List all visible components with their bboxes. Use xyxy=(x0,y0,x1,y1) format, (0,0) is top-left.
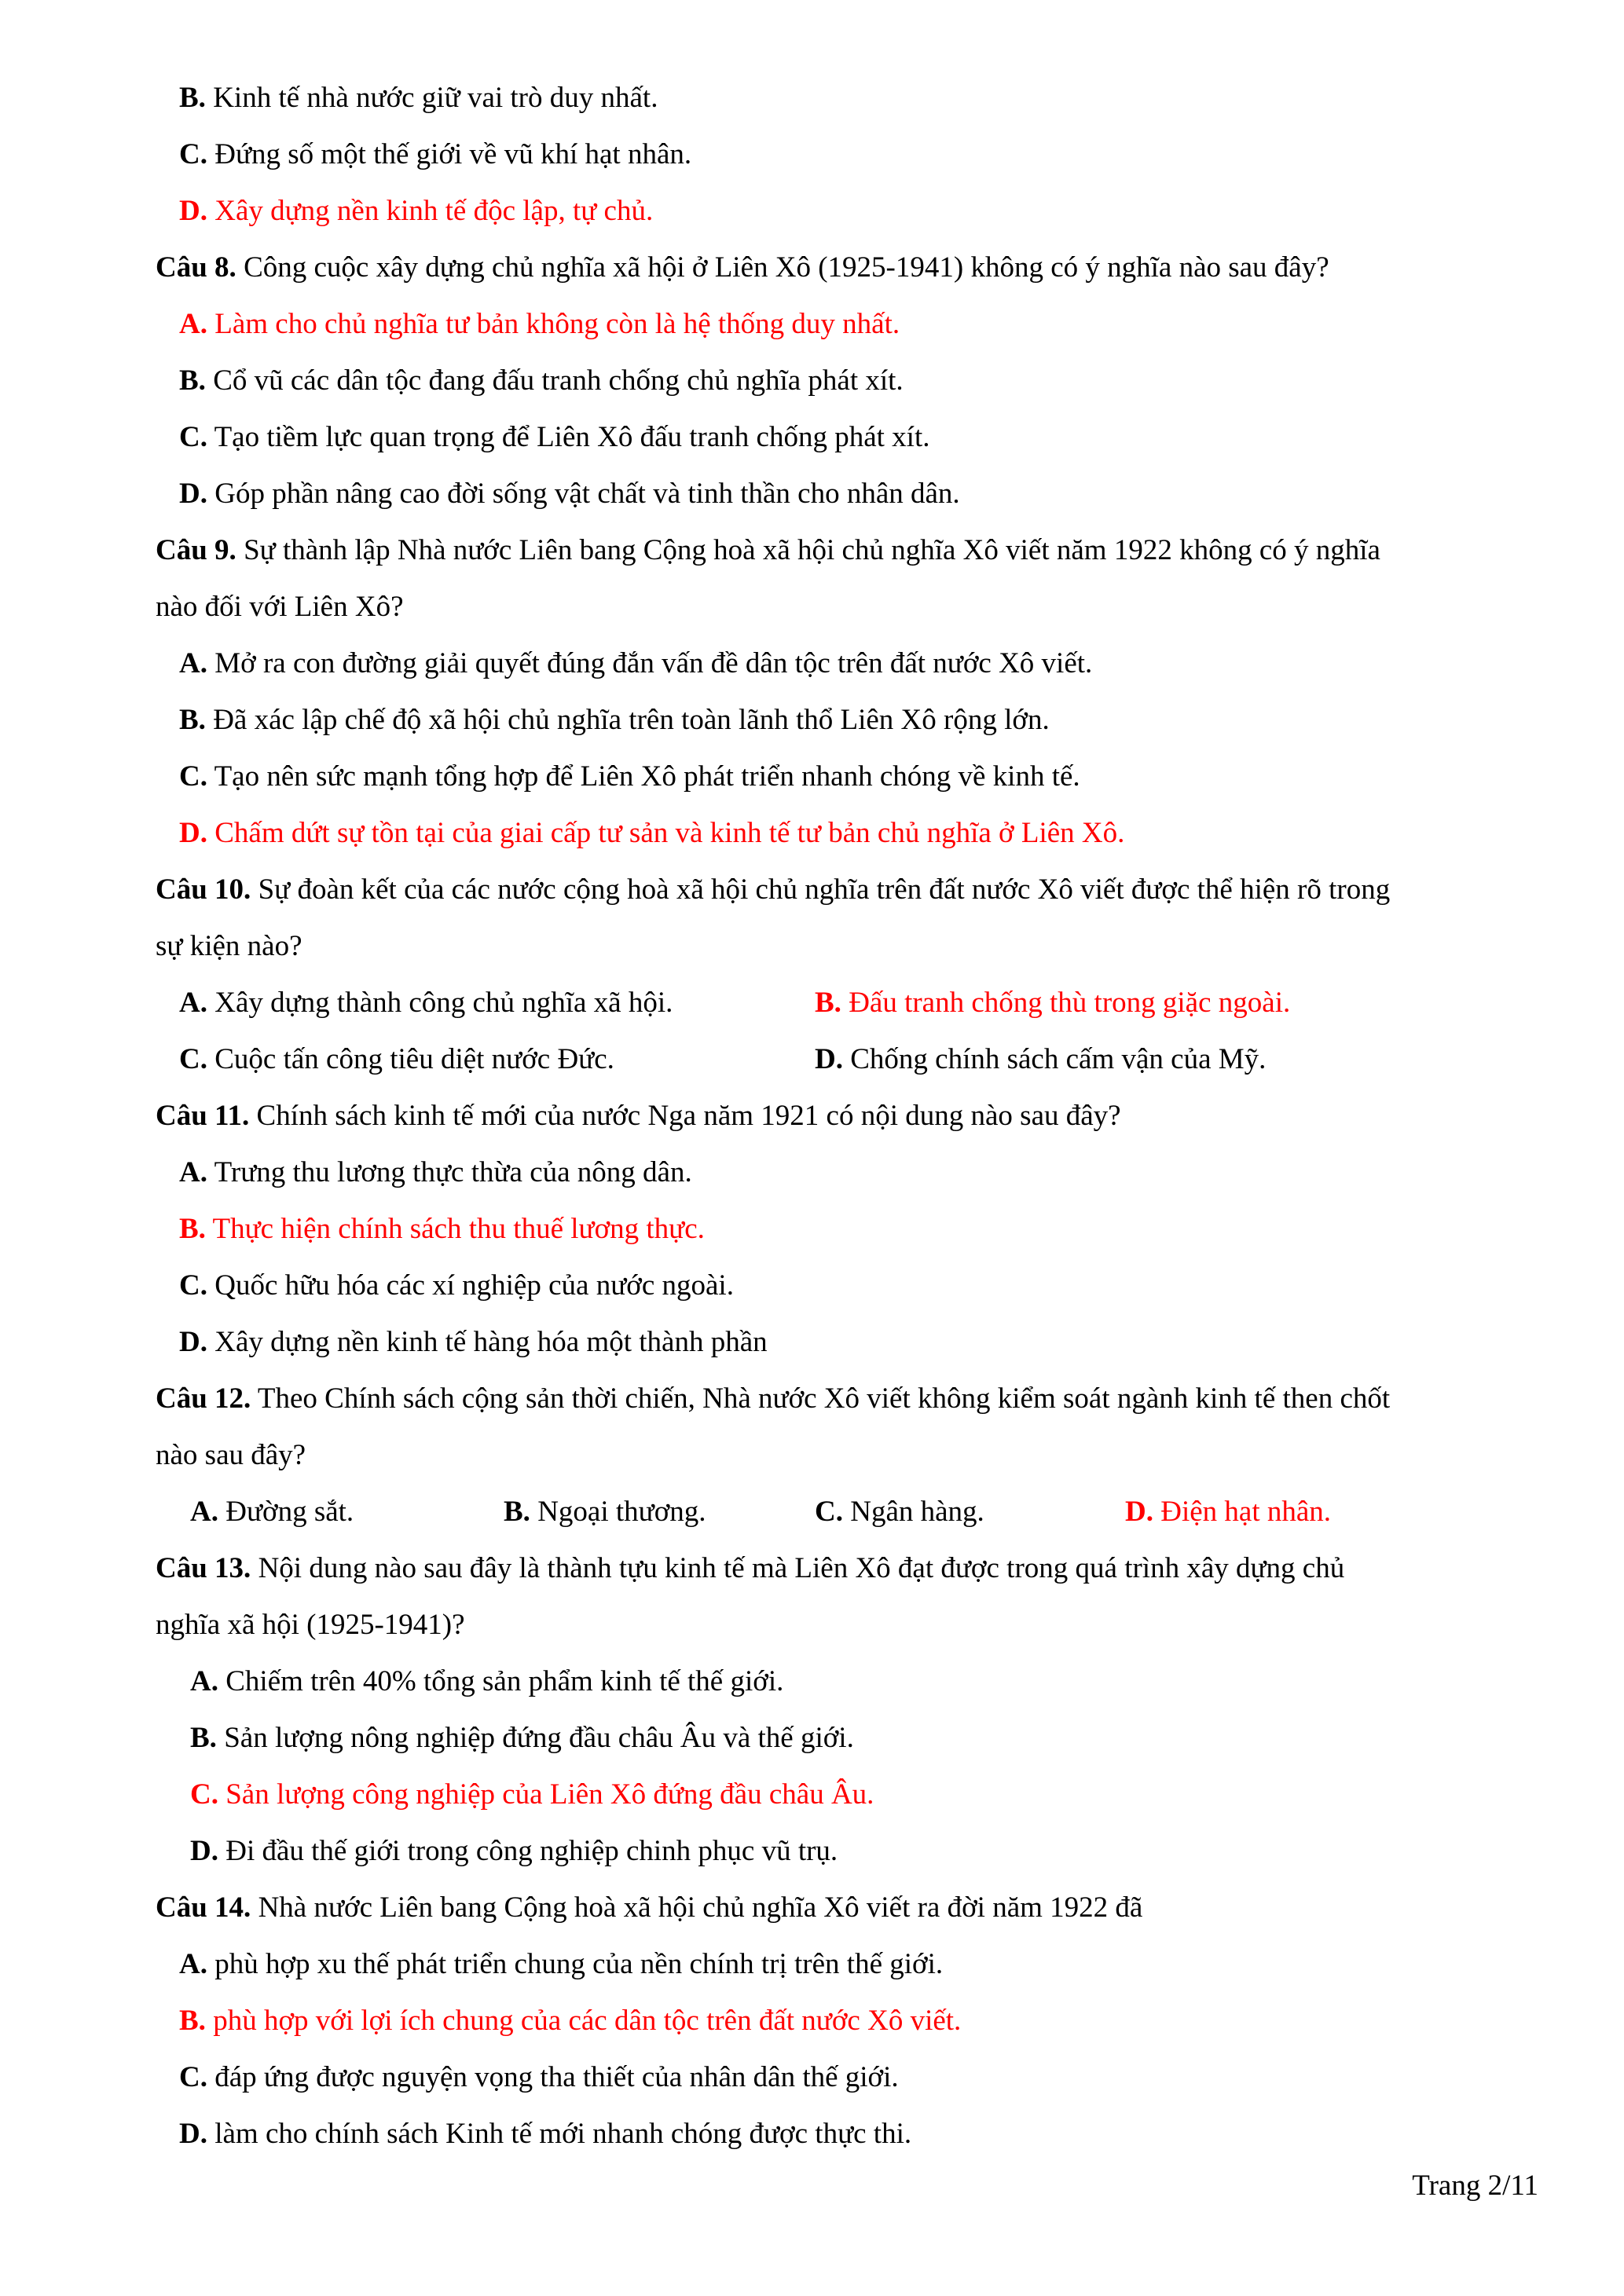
correct-answer-option: B. Đấu tranh chống thù trong giặc ngoài. xyxy=(815,987,1291,1019)
answer-option: D. Chống chính sách cấm vận của Mỹ. xyxy=(815,1043,1267,1075)
answer-option: C. Đứng số một thế giới về vũ khí hạt nhân. xyxy=(179,138,692,170)
correct-answer-option: A. Làm cho chủ nghĩa tư bản không còn là hệ thống duy nhất. xyxy=(179,308,900,340)
answer-option: A. phù hợp xu thế phát triển chung của nền chính trị trên thế giới. xyxy=(179,1948,944,1980)
answer-option: A. Xây dựng thành công chủ nghĩa xã hội. xyxy=(179,987,673,1019)
answer-option: B. Kinh tế nhà nước giữ vai trò duy nhất. xyxy=(179,82,658,114)
answer-option: C. đáp ứng được nguyện vọng tha thiết của nhân dân thế giới. xyxy=(179,2061,899,2093)
answer-option: D. Góp phần nâng cao đời sống vật chất và tinh thần cho nhân dân. xyxy=(179,478,960,510)
correct-answer-option: B. phù hợp với lợi ích chung của các dân tộc trên đất nước Xô viết. xyxy=(179,2005,962,2037)
question-10-continued: sự kiện nào? xyxy=(156,930,302,962)
question-10: Câu 10. Sự đoàn kết của các nước cộng hoà xã hội chủ nghĩa trên đất nước Xô viết được thể hiện rõ trong xyxy=(156,873,1391,906)
answer-option: C. Tạo nên sức mạnh tổng hợp để Liên Xô phát triển nhanh chóng về kinh tế. xyxy=(179,760,1080,793)
answer-option: C. Quốc hữu hóa các xí nghiệp của nước ngoài. xyxy=(179,1269,734,1302)
correct-answer-option: D. Điện hạt nhân. xyxy=(1125,1496,1332,1528)
answer-option: A. Đường sắt. xyxy=(190,1496,354,1528)
answer-option: B. Sản lượng nông nghiệp đứng đầu châu Âu và thế giới. xyxy=(190,1722,854,1754)
answer-option: B. Đã xác lập chế độ xã hội chủ nghĩa trên toàn lãnh thổ Liên Xô rộng lớn. xyxy=(179,704,1050,736)
question-8: Câu 8. Công cuộc xây dựng chủ nghĩa xã hội ở Liên Xô (1925-1941) không có ý nghĩa nào sau đây? xyxy=(156,251,1329,284)
answer-option: D. làm cho chính sách Kinh tế mới nhanh chóng được thực thi. xyxy=(179,2118,912,2150)
question-13-continued: nghĩa xã hội (1925-1941)? xyxy=(156,1609,465,1641)
correct-answer-option: D. Chấm dứt sự tồn tại của giai cấp tư sản và kinh tế tư bản chủ nghĩa ở Liên Xô. xyxy=(179,817,1125,849)
page-number: Trang 2/11 xyxy=(1412,2170,1538,2202)
answer-option: C. Cuộc tấn công tiêu diệt nước Đức. xyxy=(179,1043,614,1075)
question-9: Câu 9. Sự thành lập Nhà nước Liên bang Cộng hoà xã hội chủ nghĩa Xô viết năm 1922 không có ý nghĩa xyxy=(156,534,1380,566)
answer-option: A. Trưng thu lương thực thừa của nông dân. xyxy=(179,1156,692,1188)
question-11: Câu 11. Chính sách kinh tế mới của nước Nga năm 1921 có nội dung nào sau đây? xyxy=(156,1100,1121,1132)
correct-answer-option: C. Sản lượng công nghiệp của Liên Xô đứng đầu châu Âu. xyxy=(190,1778,874,1811)
answer-option: B. Cổ vũ các dân tộc đang đấu tranh chống chủ nghĩa phát xít. xyxy=(179,364,904,397)
question-12-continued: nào sau đây? xyxy=(156,1439,306,1471)
answer-option: A. Chiếm trên 40% tổng sản phẩm kinh tế thế giới. xyxy=(190,1665,784,1697)
answer-option: C. Ngân hàng. xyxy=(815,1496,984,1528)
correct-answer-option: D. Xây dựng nền kinh tế độc lập, tự chủ. xyxy=(179,195,654,227)
answer-option: B. Ngoại thương. xyxy=(504,1496,706,1528)
answer-option: C. Tạo tiềm lực quan trọng để Liên Xô đấu tranh chống phát xít. xyxy=(179,421,930,453)
question-12: Câu 12. Theo Chính sách cộng sản thời chiến, Nhà nước Xô viết không kiểm soát ngành kinh tế then chốt xyxy=(156,1382,1391,1415)
answer-option: D. Đi đầu thế giới trong công nghiệp chinh phục vũ trụ. xyxy=(190,1835,838,1867)
answer-option: A. Mở ra con đường giải quyết đúng đắn vấn đề dân tộc trên đất nước Xô viết. xyxy=(179,647,1093,679)
correct-answer-option: B. Thực hiện chính sách thu thuế lương thực. xyxy=(179,1213,705,1245)
answer-option: D. Xây dựng nền kinh tế hàng hóa một thành phần xyxy=(179,1326,768,1358)
question-9-continued: nào đối với Liên Xô? xyxy=(156,591,404,623)
question-14: Câu 14. Nhà nước Liên bang Cộng hoà xã hội chủ nghĩa Xô viết ra đời năm 1922 đã xyxy=(156,1891,1143,1924)
question-13: Câu 13. Nội dung nào sau đây là thành tựu kinh tế mà Liên Xô đạt được trong quá trình xây dựng chủ xyxy=(156,1552,1345,1584)
